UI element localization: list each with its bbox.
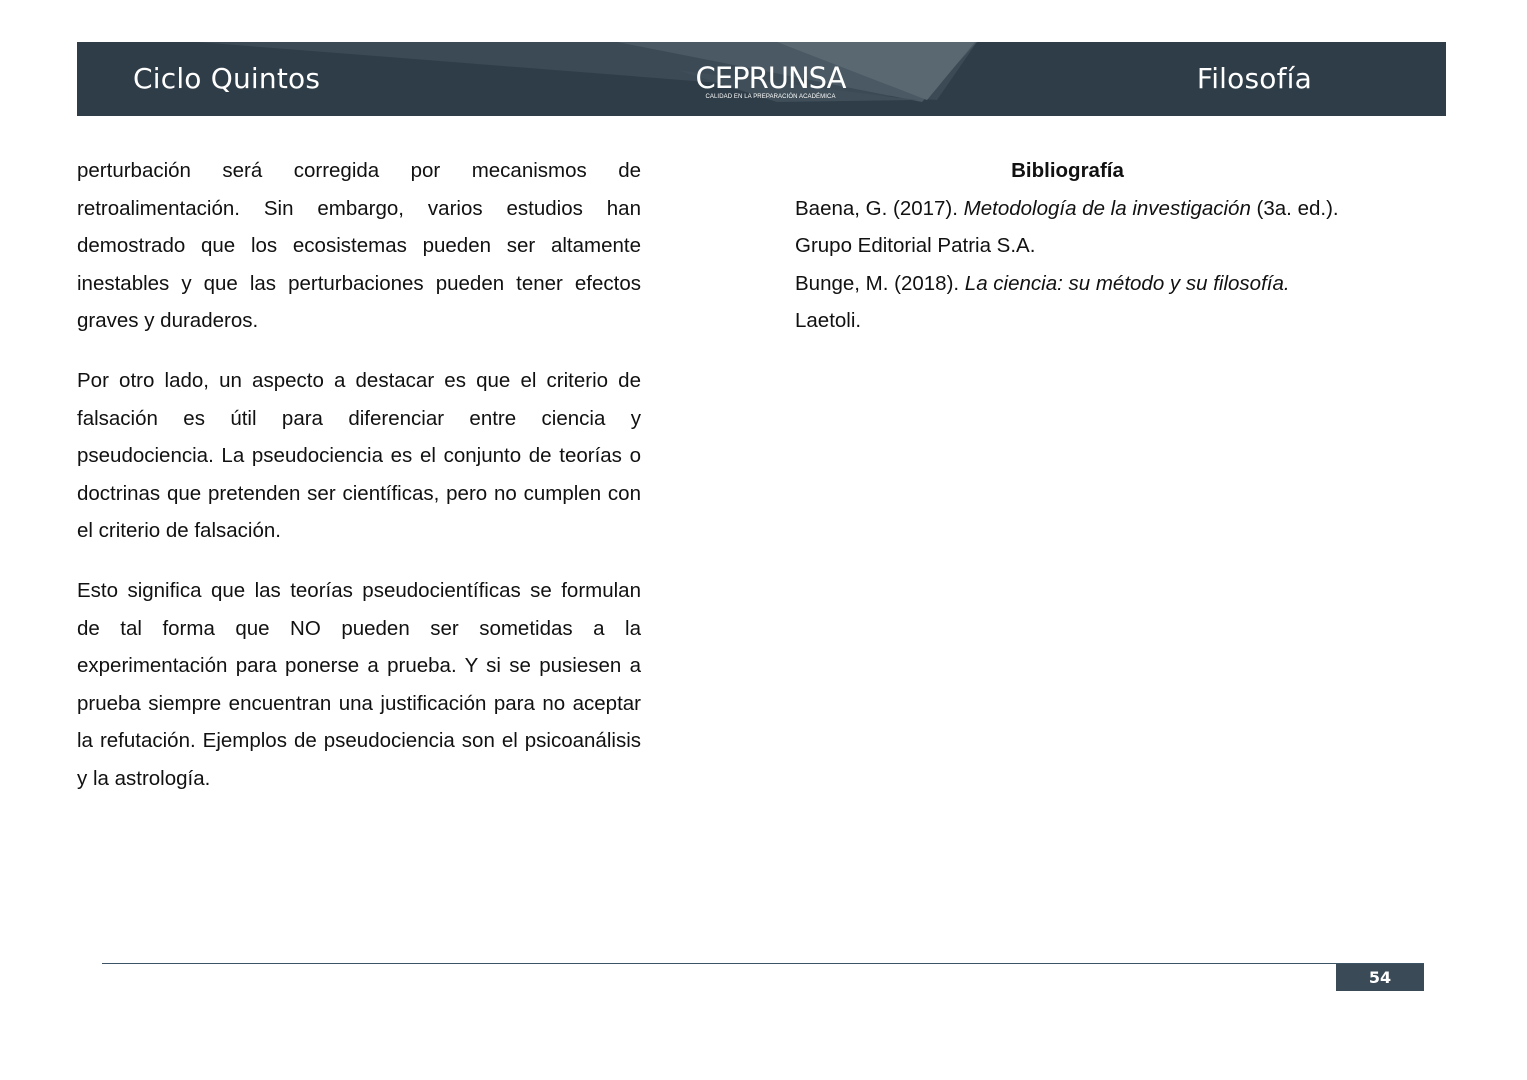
bibliography-section [795,152,1340,340]
logo-tagline: CALIDAD EN LA PREPARACIÓN ACADÉMICA [705,94,836,100]
reference-entry [795,265,1340,340]
page-header [77,42,1446,116]
course-title: Ciclo Quintos [133,62,321,95]
page-number: 54 [1336,964,1424,991]
reference-author: Bunge, M. (2018). [795,271,965,295]
reference-title: La ciencia: su método y su filosofía. [964,271,1290,295]
subject-title: Filosofía [1196,62,1312,95]
reference-author: Baena, G. (2017). [795,196,964,220]
footer-divider [102,963,1424,964]
body-paragraph: Por otro lado, un aspecto a destacar es que el criterio de falsación es útil para diferenciar entre ciencia y pseudociencia. La pseudociencia es el conjunto de teorías o doctrinas que pretenden ser científicas, pero no cumplen con el criterio de falsación. [77,368,641,543]
left-column [77,152,641,820]
body-paragraph: Esto significa que las teorías pseudocientíficas se formulan de tal forma que NO pueden ser sometidas a la experimentación para ponerse a prueba. Y si se pusiesen a prueba siempre encuentran una justificación para no aceptar la refutación. Ejemplos de pseudociencia son el psicoanálisis y la astrología. [77,578,641,790]
logo-wordmark: CEPRUNSA [695,61,846,95]
reference-publisher: Laetoli. [795,309,862,333]
bibliography-heading: Bibliografía [1011,159,1124,182]
reference-title: Metodología de la investigación [963,196,1251,220]
reference-publisher: (3a. ed.). Grupo Editorial Patria S.A. [795,196,1339,258]
body-paragraph: perturbación será corregida por mecanismos de retroalimentación. Sin embargo, varios estudios han demostrado que los ecosistemas pueden ser altamente inestables y que las perturbaciones pueden tener efectos graves y duraderos. [77,159,641,333]
reference-entry [795,190,1340,265]
ceprunsa-logo [688,62,853,110]
